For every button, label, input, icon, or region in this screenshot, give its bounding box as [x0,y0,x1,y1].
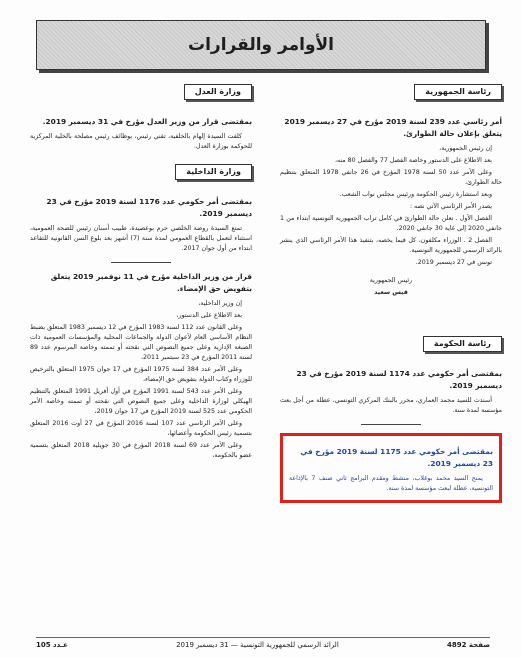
page-header [36,20,486,70]
decree-title: بمقتضى قرار من وزير العدل مؤرخ في 31 ديسمبر 2019. [42,117,252,126]
decree-line: وعلى القانون عدد 112 لسنة 1983 المؤرخ في 12 ديسمبر 1983 المتعلق بضبط النظام الأساسي العام لأعوان الدولة والجماعات المحلية والمؤسسات العمومية ذات الصبغة الإدارية وعلى جميع النصوص التي نقحته أو تممته وخاصة المرسوم عدد 89 لسنة 2011 المؤرخ في 23 سبتمبر 2011، [30,324,252,361]
separator [111,262,171,263]
decree-article: الفصل الأول . تعلن حالة الطوارئ في كامل تراب الجمهورية التونسية ابتداء من 1 جانفي 2020 إلى غاية 30 جانفي 2020. [280,215,502,232]
decree-text: تمتع السيدة روضة الخلصي حرم بوعصيدة، طبيب أسنان رئيس للصحة العمومية، استثناء لتعمل بالقطاع العمومي لمدة سنة (7) أشهر بعد بلوغ السن القانونية للتقاعد ابتداء من أول جوان 2017. [30,225,252,252]
left-column [30,84,252,584]
decree-date: تونس في 27 ديسمبر 2019. [415,259,492,266]
separator [361,424,421,425]
signer-title: رئيس الجمهورية [369,277,413,284]
section-label-presidency: رئاسة الجمهورية [414,84,502,100]
decree-line: بعد الاطلاع على الدستور، [176,312,242,319]
decree-text: كلفت السيدة إلهام بالخلفية، تقني رئيس، بوظائف رئيس مصلحة بالخلية المركزية للحوكمة بوزارة العدل. [30,133,252,150]
journal-name: الرائد الرسمي للجمهورية التونسية — 31 ديسمبر 2019 [176,641,339,649]
decree-text: يمنح السيد محمد بوغلاب، منشط ومقدم البرامج ثاني صنف 7 بالإذاعة التونسية، عطلة لبعث مؤسسة لمدة سنة. [289,475,493,492]
decree-title: بمقتضى أمر حكومي عدد 1176 لسنة 2019 مؤرخ في 23 ديسمبر 2019. [46,197,252,218]
section-label-justice: وزارة العدل [184,84,252,100]
page-footer [36,637,490,649]
decree-line: وعلى الأمر عدد 50 لسنة 1978 المؤرخ في 26 جانفي 1978 المتعلق بتنظيم حالة الطوارئ، [280,169,502,186]
decree-line: وعلى الأمر عدد 543 لسنة 1991 المؤرخ في أول أفريل 1991 المتعلق بالتنظيم الهيكلي لوزارة الداخلية وعلى جميع النصوص التي نقحته أو تممته وخاصة الأمر الحكومي عدد 525 لسنة 2019 المؤرخ في 17 جوان 2019، [30,388,252,415]
highlighted-decree-box [280,433,502,503]
section-label-interior: وزارة الداخلية [175,164,252,180]
decree-article: الفصل 2 . الوزراء مكلفون، كل فيما يخصه، بتنفيذ هذا الأمر الرئاسي الذي ينشر بالرائد الرسمي للجمهورية التونسية. [280,237,502,254]
page-title: الأوامر والقرارات [188,35,335,55]
decree-line: إن رئيس الجمهورية، [439,145,492,152]
decree-line: وعلى الأمر عدد 384 لسنة 1975 المؤرخ في 17 جوان 1975 المتعلق بالترخيص للوزراء وكتاب الدولة بتفويض حق الإمضاء، [30,366,252,383]
gazette-page [16,6,508,652]
decree-text: أسندت للسيد محمد العماري، محرر بالبنك المركزي التونسي، عطلة من أجل بعث مؤسسة لمدة سنة. [280,397,502,414]
decree-line: وبعد استشارة رئيس الحكومة ورئيس مجلس نواب الشعب. [339,191,492,198]
section-label-government: رئاسة الحكومة [423,336,502,352]
right-column [280,84,502,584]
decree-line: يصدر الأمر الرئاسي الآتي نصه : [409,203,492,210]
decree-line: وعلى الأمر عدد 69 لسنة 2018 المؤرخ في 30 جويلية 2018 المتعلق بتسمية عضو بالحكومة، [30,442,252,459]
decree-title: أمر رئاسي عدد 239 لسنة 2019 مؤرخ في 27 ديسمبر 2019 يتعلق بإعلان حالة الطوارئ. [284,117,502,138]
issue-number: عـدد 105 [36,641,68,649]
decree-line: إن وزير الداخلية، [198,300,242,307]
decree-title: قرار من وزير الداخلية مؤرخ في 11 نوفمبر 2019 يتعلق بتفويض حق الإمضاء. [50,272,252,293]
decree-line: بعد الاطلاع على الدستور وخاصة الفصل 77 والفصل 80 منه، [334,157,492,164]
decree-title: بمقتضى أمر حكومي عدد 1175 لسنة 2019 مؤرخ في 23 ديسمبر 2019. [300,447,493,468]
decree-line: وعلى الأمر الرئاسي عدد 107 لسنة 2016 المؤرخ في 27 أوت 2016 المتعلق بتسمية رئيس الحكومة وأعضائها، [30,420,252,437]
page-number: صفحة 4892 [446,641,490,649]
signer-name: قيس سعيد [374,289,408,296]
decree-title: بمقتضى أمر حكومي عدد 1174 لسنة 2019 مؤرخ في 23 ديسمبر 2019. [296,369,502,390]
